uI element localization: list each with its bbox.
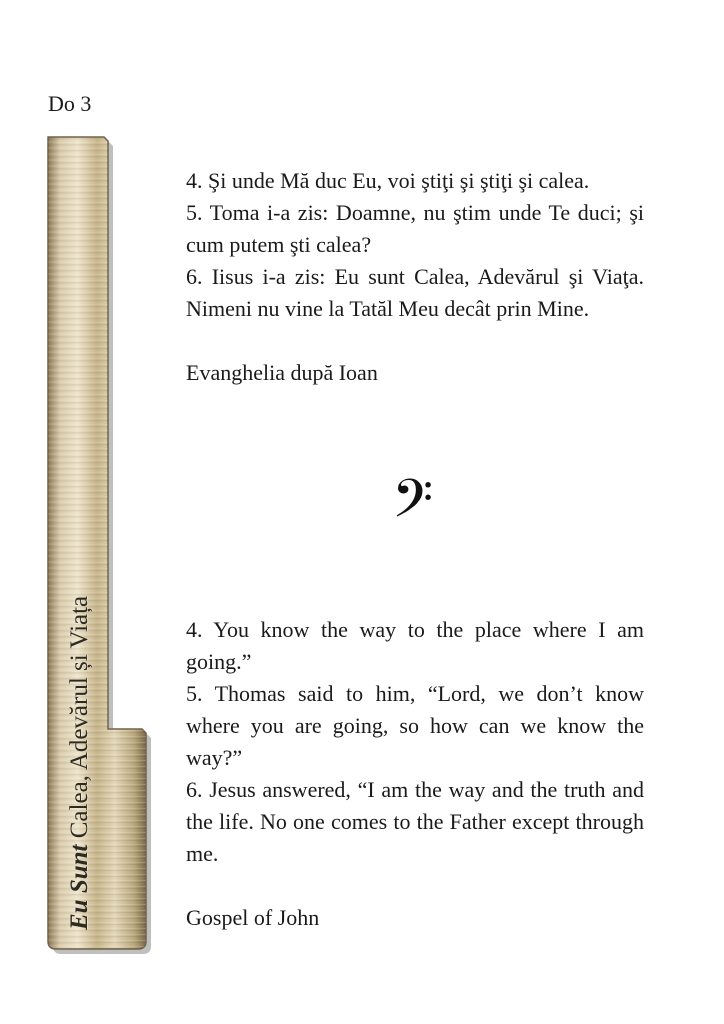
english-verse-4: 4. You know the way to the place where I am going.”: [186, 617, 644, 674]
bookmark-title-rest: Calea, Adevărul și Viața: [66, 595, 93, 839]
english-verse-6: 6. Jesus answered, “I am the way and the truth and the life. No one comes to the Father except through me.: [186, 777, 644, 866]
bookmark-ribbon: [44, 135, 154, 955]
romanian-source: Evanghelia după Ioan: [186, 360, 378, 385]
bookmark-shape: [44, 135, 154, 955]
english-verse-5: 5. Thomas said to him, “Lord, we don’t know where you are going, so how can we know the way?”: [186, 681, 644, 770]
bass-clef-icon: 𝄢: [392, 469, 434, 543]
english-passage: [186, 614, 644, 934]
english-source: Gospel of John: [186, 905, 320, 930]
romanian-verse-5: 5. Toma i-a zis: Doamne, nu ştim unde Te duci; şi cum putem şti calea?: [186, 200, 644, 257]
romanian-verse-4: 4. Şi unde Mă duc Eu, voi ştiţi şi ştiţi şi calea.: [186, 168, 590, 193]
bookmark-title-emphasis: Eu Sunt: [66, 844, 93, 930]
bookmark-title: [65, 596, 95, 930]
page-label: Do 3: [48, 91, 92, 116]
romanian-verse-6: 6. Iisus i-a zis: Eu sunt Calea, Adevărul şi Viaţa. Nimeni nu vine la Tatăl Meu decât prin Mine.: [186, 264, 644, 321]
romanian-passage: [186, 165, 644, 389]
